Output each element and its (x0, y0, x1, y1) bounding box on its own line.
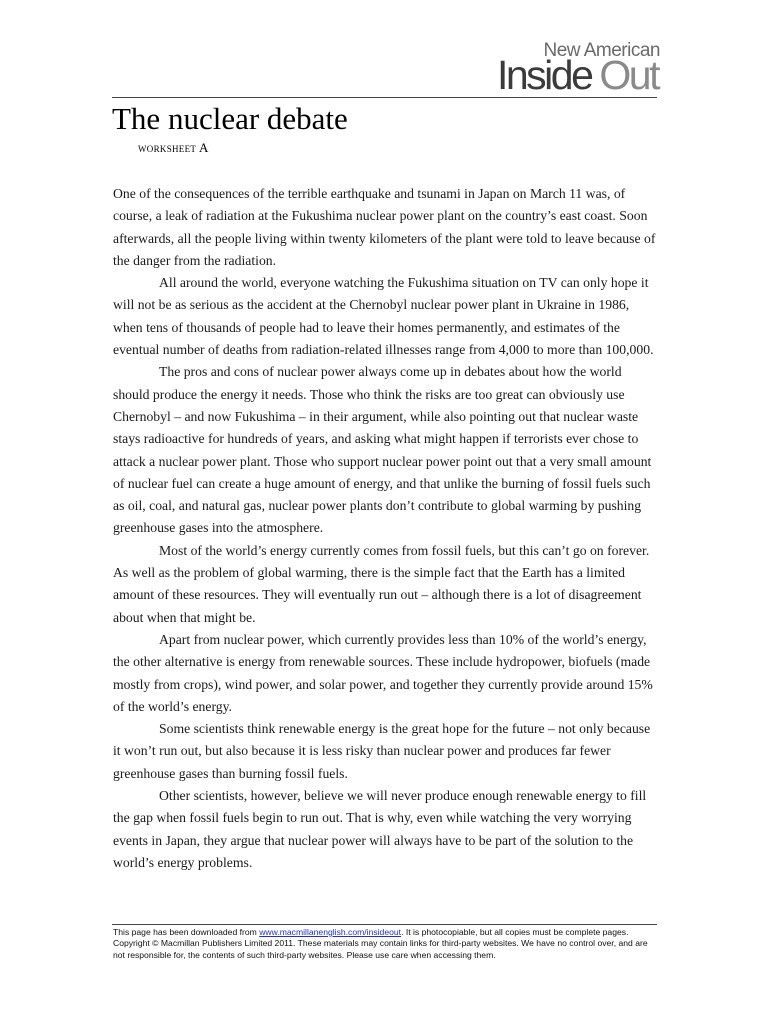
paragraph-4: Most of the world’s energy currently comes from fossil fuels, but this can’t go on forever. As well as the problem of global warming, there is the simple fact that the Earth has a limited amount of these resources. They will eventually run out – although there is a lot of disagreement about when that might be. (113, 542, 650, 625)
inside-out-logo (496, 40, 660, 98)
logo-line-inside-out (496, 52, 658, 98)
paragraph-5: Apart from nuclear power, which currently provides less than 10% of the world’s energy, the other alternative is energy from renewable sources. These include hydropower, biofuels (made mostly from crops), wind power, and solar power, and together they currently provide around 15% of the world’s energy. (113, 631, 653, 714)
footer-text-lead: This page has been downloaded from (113, 927, 260, 937)
logo-line-new-american: New American (543, 40, 660, 61)
paragraph-1: One of the consequences of the terrible earthquake and tsunami in Japan on March 11 was, of course, a leak of radiation at the Fukushima nuclear power plant on the country’s east coast. Soon afterwards, all the people living within twenty kilometers of the plant were told to leave because of the danger from the radiation. (113, 186, 656, 268)
footer-notice (113, 927, 658, 961)
paragraph-3: The pros and cons of nuclear power always come up in debates about how the world should produce the energy it needs. Those who think the risks are too great can obviously use Chernobyl – and now Fukushima – in their argument, while also pointing out that nuclear waste stays radioactive for hundreds of years, and asking what might happen if terrorists ever chose to attack a nuclear power plant. Those who support nuclear power point out that a very small amount of nuclear fuel can create a huge amount of energy, and that unlike the burning of fossil fuels such as oil, coal, and natural gas, nuclear power plants don’t contribute to global warming by pushing greenhouse gases into the atmosphere. (113, 364, 652, 536)
page-title: The nuclear debate (112, 101, 348, 136)
paragraph-2: All around the world, everyone watching the Fukushima situation on TV can only hope it will not be as serious as the accident at the Chernobyl nuclear power plant in Ukraine in 1986, when tens of thousands of people had to leave their homes permanently, and estimates of the eventual number of deaths from radiation-related illnesses range from 4,000 to more than 100,000. (113, 275, 654, 358)
logo-word-out: Out (599, 52, 658, 98)
article-body (113, 183, 658, 874)
worksheet-subtitle: worksheet A (138, 140, 209, 155)
header-divider (112, 97, 657, 98)
paragraph-6: Some scientists think renewable energy is the great hope for the future – not only because it won’t run out, but also because it is less risky than nuclear power and produces far fewer greenhouse gases than burning fossil fuels. (113, 721, 651, 781)
paragraph-7: Other scientists, however, believe we will never produce enough renewable energy to fill the gap when fossil fuels begin to run out. That is why, even while watching the very worrying events in Japan, they argue that nuclear power will always have to be part of the solution to the world’s energy problems. (113, 788, 647, 870)
macmillan-link[interactable]: www.macmillanenglish.com/insideout (259, 927, 402, 937)
logo-word-inside: Inside (496, 52, 592, 98)
footer-divider (112, 924, 657, 925)
footer-text-rest: . It is photocopiable, but all copies must be complete pages. Copyright © Macmillan Publishers Limited 2011. These materials may contain links for third-party websites. We have no control over, and are not responsible for, the contents of such third-party websites. Please use care when accessing them. (113, 927, 648, 960)
